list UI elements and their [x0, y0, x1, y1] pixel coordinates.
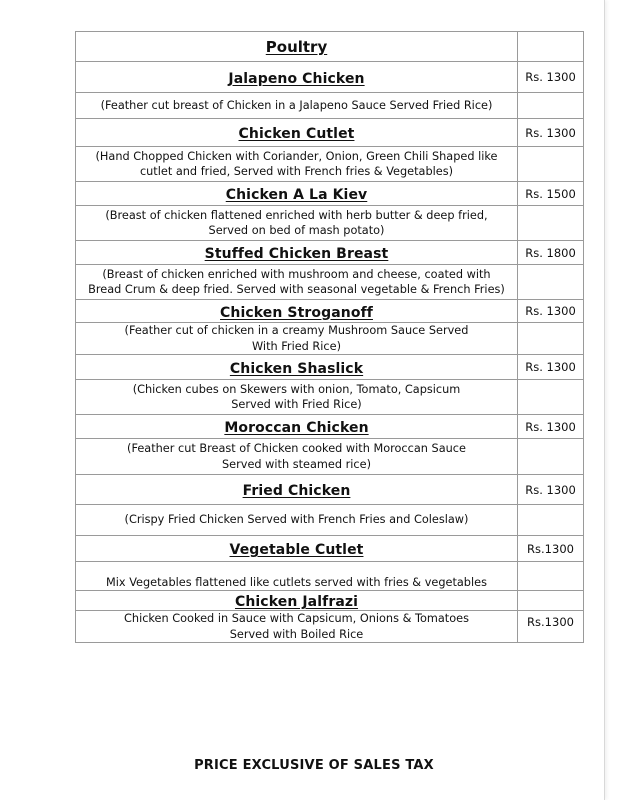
item-price: Rs.1300 [518, 611, 584, 643]
item-description [76, 265, 518, 300]
item-desc-line: Served with Fried Rice) [231, 398, 362, 411]
item-desc-price-cell [518, 265, 584, 300]
menu-item-desc-row [76, 439, 584, 475]
item-description [76, 611, 518, 643]
item-desc-line: (Breast of chicken flattened enriched with herb butter & deep fried, [105, 208, 488, 222]
item-desc-line: Chicken Cooked in Sauce with Capsicum, Onions & Tomatoes [124, 612, 469, 625]
menu-item-name-row [76, 536, 584, 562]
menu-item-name-row [76, 475, 584, 505]
item-price: Rs. 1800 [518, 241, 584, 265]
item-description [76, 93, 518, 119]
item-name: Chicken Shaslick [229, 360, 364, 377]
menu-table [75, 31, 584, 643]
item-description [76, 147, 518, 182]
item-desc-line: Bread Crum & deep fried. Served with seasonal vegetable & French Fries) [88, 283, 505, 296]
menu-item-desc-row [76, 265, 584, 300]
item-name: Fried Chicken [242, 483, 351, 499]
item-price-empty-cell [518, 591, 584, 611]
item-price: Rs. 1300 [518, 119, 584, 147]
item-desc-line: Served with steamed rice) [222, 457, 371, 471]
menu-item-name-row [76, 119, 584, 147]
item-name-cell [76, 475, 518, 505]
item-desc-price-cell [518, 206, 584, 241]
menu-item-name-row [76, 241, 584, 265]
item-desc-price-cell [518, 380, 584, 415]
item-name-cell [76, 591, 518, 611]
item-desc-line: Mix Vegetables flattened like cutlets served with fries & vegetables [106, 575, 487, 589]
item-price: Rs.1300 [518, 536, 584, 562]
item-name: Chicken Cutlet [238, 126, 355, 142]
menu-item-desc-row [76, 562, 584, 591]
item-desc-line: (Feather cut of chicken in a creamy Mushroom Sauce Served [124, 324, 469, 337]
menu-item-desc-row [76, 93, 584, 119]
item-desc-price-cell [518, 323, 584, 355]
item-name: Jalapeno Chicken [228, 70, 365, 87]
menu-item-desc-row [76, 380, 584, 415]
item-description [76, 439, 518, 475]
menu-item-desc-row [76, 323, 584, 355]
item-price: Rs. 1300 [518, 415, 584, 439]
item-name-cell [76, 355, 518, 380]
item-name-cell [76, 182, 518, 206]
menu-item-name-row [76, 415, 584, 439]
section-price-cell [518, 32, 584, 62]
item-name-cell [76, 300, 518, 323]
item-desc-line: With Fried Rice) [252, 339, 341, 353]
menu-item-desc-row [76, 147, 584, 182]
item-name: Moroccan Chicken [224, 420, 369, 436]
item-desc-line: Served with Boiled Rice [229, 627, 364, 641]
item-name-cell [76, 536, 518, 562]
sales-tax-note: PRICE EXCLUSIVE OF SALES TAX [194, 758, 434, 773]
menu-item-desc-row [76, 505, 584, 536]
item-description [76, 206, 518, 241]
item-name-cell [76, 241, 518, 265]
item-description [76, 380, 518, 415]
menu-item-desc-row [76, 611, 584, 643]
item-name-cell [76, 415, 518, 439]
item-price: Rs. 1300 [518, 300, 584, 323]
item-name: Stuffed Chicken Breast [204, 246, 389, 262]
menu-item-name-row [76, 591, 584, 611]
item-description [76, 323, 518, 355]
menu-item-name-row [76, 182, 584, 206]
menu-item-desc-row [76, 206, 584, 241]
item-desc-price-cell [518, 562, 584, 591]
item-price: Rs. 1500 [518, 182, 584, 206]
item-desc-line: (Feather cut Breast of Chicken cooked with Moroccan Sauce [127, 442, 466, 455]
item-desc-line: (Feather cut breast of Chicken in a Jalapeno Sauce Served Fried Rice) [100, 98, 493, 112]
item-name-cell [76, 119, 518, 147]
item-price: Rs. 1300 [518, 62, 584, 93]
item-desc-line: cutlet and fried, Served with French fries & Vegetables) [139, 165, 454, 178]
item-desc-line: (Crispy Fried Chicken Served with French Fries and Coleslaw) [124, 513, 469, 527]
item-name: Chicken A La Kiev [225, 187, 368, 203]
section-header-row [76, 32, 584, 62]
item-desc-line: (Breast of chicken enriched with mushroom and cheese, coated with [102, 267, 491, 281]
section-title-cell [76, 32, 518, 62]
item-desc-line: (Hand Chopped Chicken with Coriander, Onion, Green Chili Shaped like [95, 149, 498, 163]
item-desc-price-cell [518, 93, 584, 119]
section-title: Poultry [265, 38, 328, 56]
item-desc-price-cell [518, 147, 584, 182]
item-price: Rs. 1300 [518, 355, 584, 380]
item-description [76, 562, 518, 591]
item-name: Vegetable Cutlet [229, 542, 364, 558]
item-desc-line: Served on bed of mash potato) [208, 224, 385, 237]
item-name: Chicken Jalfrazi [234, 594, 359, 610]
menu-item-name-row [76, 355, 584, 380]
item-name-cell [76, 62, 518, 93]
item-desc-price-cell [518, 505, 584, 536]
item-desc-price-cell [518, 439, 584, 475]
item-name: Chicken Stroganoff [220, 304, 373, 321]
item-description [76, 505, 518, 536]
menu-item-name-row [76, 62, 584, 93]
menu-item-name-row [76, 300, 584, 323]
item-price: Rs. 1300 [518, 475, 584, 505]
item-desc-line: (Chicken cubes on Skewers with onion, Tomato, Capsicum [132, 382, 461, 396]
